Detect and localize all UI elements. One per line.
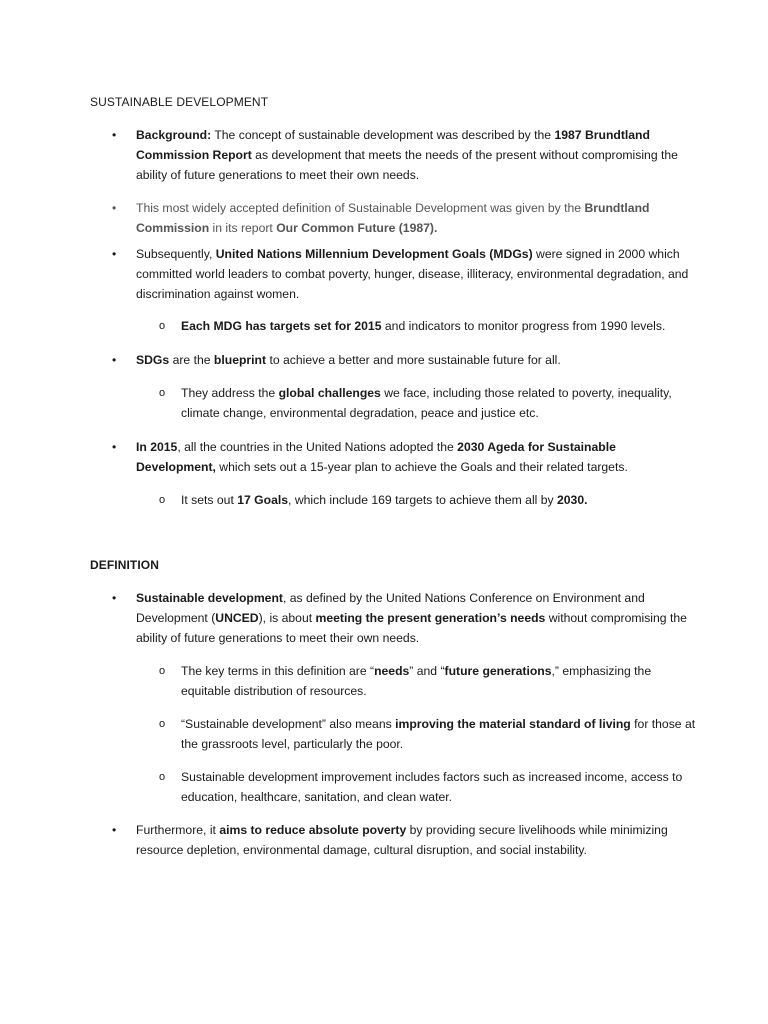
poverty-text-1: Furthermore, it xyxy=(136,823,220,837)
brundtland-commission: Brundtland Commission xyxy=(136,201,650,235)
poverty-text-2: by providing secure livelihoods while minimizing resource depletion, environmental damage, cultural disruption, and social instability. xyxy=(136,823,668,857)
definition-origin-text-1: This most widely accepted definition of Sustainable Development was given by the xyxy=(136,201,585,215)
document-title: SUSTAINABLE DEVELOPMENT xyxy=(90,95,269,109)
bullet-sdgs xyxy=(112,350,696,370)
future-generations-term: future generations xyxy=(444,664,552,678)
bullet-marker: • xyxy=(112,591,117,605)
brundtland-report: 1987 Brundtland Commission Report xyxy=(136,128,650,162)
reduce-absolute-poverty: aims to reduce absolute poverty xyxy=(219,823,407,837)
unced-text-2: ), is about xyxy=(258,611,316,625)
mdg-targets-bold: Each MDG has targets set for 2015 xyxy=(181,319,382,333)
bullet-definition-origin xyxy=(112,198,696,238)
unced-text-1: , as defined by the United Nations Conference on Environment and Development ( xyxy=(136,591,645,625)
sub-bullet-17-goals xyxy=(159,490,701,510)
mdg-targets-text: and indicators to monitor progress from 1990 levels. xyxy=(381,319,666,333)
seventeen-goals: 17 Goals xyxy=(237,493,289,507)
challenges-text-2: we face, including those related to poverty, inequality, climate change, environmental degradation, peace and justice etc. xyxy=(181,386,672,420)
sub-bullet-material-standard xyxy=(159,714,701,754)
sub-bullet-improvement-factors xyxy=(159,767,701,807)
unced: UNCED xyxy=(215,611,259,625)
year-2030: 2030. xyxy=(557,493,588,507)
background-text-2: as development that meets the needs of the present without compromising the ability of future generations to meet their own needs. xyxy=(136,148,678,182)
sub-bullet-global-challenges xyxy=(159,383,701,423)
bullet-marker: • xyxy=(112,128,117,142)
bullet-marker: • xyxy=(112,823,117,837)
global-challenges: global challenges xyxy=(278,386,381,400)
material-standard-of-living: improving the material standard of living xyxy=(395,717,631,731)
sdgs-label: SDGs xyxy=(136,353,170,367)
key-terms-text-2: ” and “ xyxy=(409,664,445,678)
agenda-2030: 2030 Ageda for Sustainable Development, xyxy=(136,440,616,474)
mdgs-text-1: Subsequently, xyxy=(136,247,216,261)
sub-bullet-marker: o xyxy=(159,387,166,399)
bullet-background xyxy=(112,125,696,185)
sustainable-development-term: Sustainable development xyxy=(136,591,283,605)
bullet-marker: • xyxy=(112,353,117,367)
needs-term: needs xyxy=(374,664,410,678)
blueprint: blueprint xyxy=(213,353,267,367)
agenda-text-2: which sets out a 15-year plan to achieve the Goals and their related targets. xyxy=(215,460,628,474)
bullet-reduce-poverty xyxy=(112,820,696,860)
sdgs-text-1: are the xyxy=(169,353,214,367)
challenges-text-1: They address the xyxy=(181,386,279,400)
present-generation-needs: meeting the present generation’s needs xyxy=(315,611,546,625)
goals-text-1: It sets out xyxy=(181,493,238,507)
background-label: Background: xyxy=(136,128,212,142)
unced-text-3: without compromising the ability of future generations to meet their own needs. xyxy=(136,611,687,645)
bullet-unced-definition xyxy=(112,588,696,648)
definition-origin-text-2: in its report xyxy=(209,221,277,235)
sub-bullet-marker: o xyxy=(159,494,166,506)
bullet-marker: • xyxy=(112,440,117,454)
sub-bullet-marker: o xyxy=(159,665,166,677)
our-common-future: Our Common Future (1987). xyxy=(276,221,438,235)
sub-bullet-marker: o xyxy=(159,771,166,783)
key-terms-text-3: ,” emphasizing the equitable distribution of resources. xyxy=(181,664,652,698)
sdgs-text-2: to achieve a better and more sustainable future for all. xyxy=(266,353,561,367)
material-text-1: “Sustainable development” also means xyxy=(181,717,396,731)
key-terms-text-1: The key terms in this definition are “ xyxy=(181,664,375,678)
bullet-marker: • xyxy=(112,201,117,215)
in-2015: In 2015 xyxy=(136,440,178,454)
mdgs-text-2: were signed in 2000 which committed world leaders to combat poverty, hunger, disease, illiteracy, environmental degradation, and discrimination against women. xyxy=(136,247,689,301)
mdgs-name: United Nations Millennium Development Goals (MDGs) xyxy=(215,247,533,261)
sub-bullet-marker: o xyxy=(159,718,166,730)
background-text-1: The concept of sustainable development was described by the xyxy=(211,128,555,142)
sub-bullet-mdg-targets xyxy=(159,316,701,336)
bullet-2015-agenda xyxy=(112,437,696,477)
improvement-text: Sustainable development improvement includes factors such as increased income, access to education, healthcare, sanitation, and clean water. xyxy=(181,770,683,804)
bullet-marker: • xyxy=(112,247,117,261)
agenda-text-1: , all the countries in the United Nations adopted the xyxy=(177,440,458,454)
material-text-2: for those at the grassroots level, particularly the poor. xyxy=(181,717,696,751)
sub-bullet-key-terms xyxy=(159,661,701,701)
goals-text-2: , which include 169 targets to achieve them all by xyxy=(288,493,557,507)
bullet-mdgs xyxy=(112,244,696,304)
sub-bullet-marker: o xyxy=(159,320,166,332)
definition-heading: DEFINITION xyxy=(90,558,159,572)
